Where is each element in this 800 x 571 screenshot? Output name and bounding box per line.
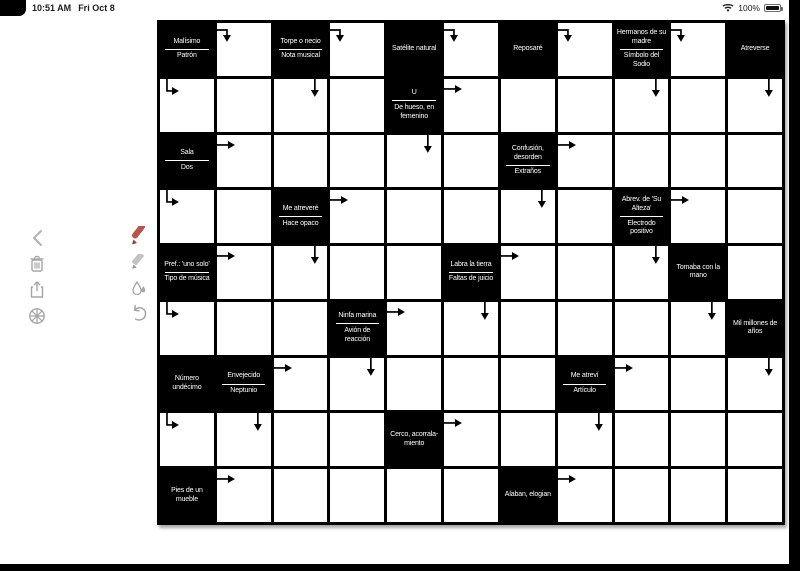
clue-text: Mil millones de años: [733, 319, 778, 336]
answer-cell[interactable]: [615, 358, 669, 411]
arrow-down-icon: [671, 302, 725, 355]
clue-text-bottom: Faltas de juicio: [448, 275, 494, 283]
answer-cell[interactable]: [671, 79, 725, 132]
clue-cell: [558, 358, 612, 411]
answer-cell[interactable]: [217, 79, 271, 132]
letterbox-bottom: [0, 564, 800, 571]
arrow-right-icon: [558, 135, 612, 188]
clue-text-bottom: Patrón: [177, 52, 197, 60]
arrow-down-icon: [558, 413, 612, 466]
arrow-bend-right-icon: [160, 413, 214, 466]
arrow-down-icon: [501, 190, 555, 243]
clue-text: Atreverse: [740, 45, 770, 52]
clue-text-bottom: Hace opaco: [282, 219, 319, 227]
arrow-bend-right-icon: [160, 190, 214, 243]
answer-cell[interactable]: [274, 358, 328, 411]
share-button[interactable]: [26, 280, 48, 299]
arrow-right-icon: [217, 246, 271, 299]
answer-cell[interactable]: [558, 135, 612, 188]
answer-cell[interactable]: [558, 413, 612, 466]
arrow-bend-down-icon: [444, 23, 498, 76]
answer-cell[interactable]: [558, 469, 612, 522]
answer-cell[interactable]: [444, 23, 498, 76]
clue-divider: [620, 216, 664, 217]
answer-cell[interactable]: [444, 190, 498, 243]
clue-text-top: U: [411, 89, 417, 97]
clue-cell: [728, 302, 782, 355]
arrow-right-icon: [387, 302, 441, 355]
clue-cell: [387, 413, 441, 466]
answer-cell[interactable]: [330, 469, 384, 522]
arrow-right-icon: [274, 358, 328, 411]
clue-text: Tomaba con la mano: [676, 263, 721, 280]
status-bar: [0, 0, 789, 16]
clue-cell: [330, 302, 384, 355]
battery-icon: [764, 4, 781, 12]
answer-cell[interactable]: [501, 246, 555, 299]
answer-cell[interactable]: [444, 135, 498, 188]
clue-cell: [387, 23, 441, 76]
answer-cell[interactable]: [217, 246, 271, 299]
clue-text-top: Abrev. de 'Su Alteza': [621, 196, 662, 212]
answer-cell[interactable]: [501, 79, 555, 132]
clue-text-bottom: Tipo de música: [164, 275, 210, 283]
clue-divider: [563, 384, 607, 385]
clue-divider: [279, 216, 323, 217]
photos-button[interactable]: [26, 306, 48, 325]
ink-drop-tool-button[interactable]: [128, 278, 150, 297]
answer-cell[interactable]: [387, 469, 441, 522]
battery-percent: 100%: [738, 3, 760, 13]
clue-cell: [274, 190, 328, 243]
clue-text-top: Malísimo: [173, 37, 201, 45]
arrow-right-icon: [330, 190, 384, 243]
clue-text: Pies de un mueble: [171, 486, 203, 503]
undo-button[interactable]: [128, 304, 150, 323]
answer-cell[interactable]: [217, 135, 271, 188]
clue-text-top: Sala: [180, 149, 194, 157]
clue-cell: [501, 23, 555, 76]
clue-cell: [160, 135, 214, 188]
answer-cell[interactable]: [387, 135, 441, 188]
arrow-right-icon: [671, 190, 725, 243]
answer-cell[interactable]: [160, 413, 214, 466]
answer-cell[interactable]: [217, 413, 271, 466]
answer-cell[interactable]: [217, 23, 271, 76]
clue-cell: [160, 358, 214, 411]
answer-cell[interactable]: [728, 413, 782, 466]
screen-corner-patch: [0, 0, 26, 16]
answer-cell[interactable]: [217, 190, 271, 243]
answer-cell[interactable]: [501, 413, 555, 466]
clue-cell: [274, 23, 328, 76]
clue-divider: [449, 272, 493, 273]
arrow-right-icon: [501, 246, 555, 299]
answer-cell[interactable]: [671, 23, 725, 76]
answer-cell[interactable]: [444, 79, 498, 132]
status-date: Fri Oct 8: [78, 3, 115, 13]
arrow-down-icon: [728, 358, 782, 411]
answer-cell[interactable]: [558, 190, 612, 243]
arrow-bend-right-icon: [160, 79, 214, 132]
left-toolbar: [26, 228, 48, 325]
answer-cell[interactable]: [671, 358, 725, 411]
answer-cell[interactable]: [615, 302, 669, 355]
clue-cell: [501, 135, 555, 188]
clue-cell: [160, 246, 214, 299]
arrow-down-icon: [615, 246, 669, 299]
answer-cell[interactable]: [160, 79, 214, 132]
clue-text-bottom: Neptunio: [230, 387, 258, 395]
clue-cell: [160, 469, 214, 522]
answer-cell[interactable]: [444, 469, 498, 522]
answer-cell[interactable]: [330, 135, 384, 188]
clue-divider: [506, 165, 550, 166]
clue-text-top: Pref.: 'uno solo': [164, 260, 210, 268]
clue-text-top: Me atreveré: [282, 204, 319, 212]
answer-cell[interactable]: [330, 413, 384, 466]
answer-cell[interactable]: [615, 469, 669, 522]
clue-cell: [387, 79, 441, 132]
letterbox-right: [789, 0, 800, 571]
clue-cell: [671, 246, 725, 299]
clue-cell: [615, 23, 669, 76]
arrow-bend-down-icon: [558, 23, 612, 76]
status-time: 10:51 AM: [32, 3, 72, 13]
clue-text: Cerco, acorrala- miento: [390, 431, 439, 447]
wifi-icon: [722, 0, 734, 17]
answer-cell[interactable]: [274, 302, 328, 355]
answer-cell[interactable]: [501, 302, 555, 355]
clue-cell: [615, 190, 669, 243]
answer-cell[interactable]: [615, 135, 669, 188]
answer-cell[interactable]: [387, 358, 441, 411]
answer-cell[interactable]: [671, 302, 725, 355]
arrow-bend-down-icon: [217, 23, 271, 76]
answer-cell[interactable]: [387, 302, 441, 355]
arrow-down-icon: [330, 358, 384, 411]
answer-cell[interactable]: [501, 358, 555, 411]
answer-cell[interactable]: [274, 469, 328, 522]
clue-text-bottom: Símbolo del Sodio: [623, 52, 660, 69]
arrow-down-icon: [274, 79, 328, 132]
clue-cell: [160, 23, 214, 76]
clue-text-bottom: Electrodo positivo: [627, 219, 656, 236]
clue-text: Alaban, elogian: [504, 491, 551, 499]
answer-cell[interactable]: [444, 413, 498, 466]
clue-divider: [620, 49, 664, 50]
answer-cell[interactable]: [274, 79, 328, 132]
answer-cell[interactable]: [387, 246, 441, 299]
clue-text-top: Labra la tierra: [450, 260, 492, 268]
arrow-right-icon: [217, 469, 271, 522]
answer-cell[interactable]: [728, 190, 782, 243]
answer-cell[interactable]: [558, 246, 612, 299]
clue-divider: [279, 49, 323, 50]
answer-cell[interactable]: [330, 23, 384, 76]
clue-cell: [501, 469, 555, 522]
clue-cell: [217, 358, 271, 411]
markup-toolbar: [128, 226, 150, 323]
clue-text-bottom: Avión de reacción: [344, 326, 371, 343]
answer-cell[interactable]: [728, 358, 782, 411]
marker-tool-button[interactable]: [128, 226, 150, 245]
answer-cell[interactable]: [444, 302, 498, 355]
arrow-down-icon: [615, 79, 669, 132]
clue-text-top: Ninfa marina: [338, 312, 377, 320]
answer-cell[interactable]: [558, 23, 612, 76]
answer-cell[interactable]: [444, 358, 498, 411]
arrow-down-icon: [728, 79, 782, 132]
answer-cell[interactable]: [274, 246, 328, 299]
answer-cell[interactable]: [330, 358, 384, 411]
crossword-grid: [157, 20, 785, 525]
answer-cell[interactable]: [160, 190, 214, 243]
answer-cell[interactable]: [671, 469, 725, 522]
clue-cell: [728, 23, 782, 76]
answer-cell[interactable]: [728, 469, 782, 522]
clue-text-bottom: Nota musical: [281, 52, 320, 60]
answer-cell[interactable]: [671, 413, 725, 466]
arrow-down-icon: [444, 302, 498, 355]
clue-text-bottom: Dos: [180, 163, 193, 171]
clue-text-top: Me atreví: [570, 372, 599, 380]
answer-cell[interactable]: [558, 79, 612, 132]
answer-cell[interactable]: [615, 413, 669, 466]
answer-cell[interactable]: [330, 79, 384, 132]
arrow-right-icon: [444, 79, 498, 132]
clue-divider: [165, 272, 209, 273]
arrow-bend-down-icon: [330, 23, 384, 76]
answer-cell[interactable]: [330, 190, 384, 243]
arrow-right-icon: [558, 469, 612, 522]
arrow-right-icon: [217, 135, 271, 188]
trash-button[interactable]: [26, 254, 48, 273]
answer-cell[interactable]: [330, 246, 384, 299]
clue-divider: [336, 323, 380, 324]
arrow-right-icon: [615, 358, 669, 411]
clue-text-top: Confusión, desorden: [511, 144, 544, 161]
arrow-down-icon: [217, 413, 271, 466]
clue-text: Satélite natural: [392, 45, 437, 52]
answer-cell[interactable]: [671, 190, 725, 243]
answer-cell[interactable]: [160, 302, 214, 355]
clue-text-top: Envejecido: [227, 372, 261, 380]
answer-cell[interactable]: [501, 190, 555, 243]
answer-cell[interactable]: [274, 135, 328, 188]
clue-divider: [165, 49, 209, 50]
clue-text-bottom: Extraños: [514, 168, 542, 176]
answer-cell[interactable]: [728, 135, 782, 188]
clue-text-bottom: De hueso, en femenino: [394, 103, 435, 120]
answer-cell[interactable]: [274, 413, 328, 466]
arrow-right-icon: [444, 413, 498, 466]
clue-divider: [165, 160, 209, 161]
arrow-down-icon: [387, 135, 441, 188]
clue-text: Reposaré: [513, 45, 543, 52]
clue-divider: [392, 100, 436, 101]
answer-cell[interactable]: [217, 302, 271, 355]
answer-cell[interactable]: [671, 135, 725, 188]
answer-cell[interactable]: [387, 190, 441, 243]
back-button[interactable]: [26, 228, 48, 247]
answer-cell[interactable]: [728, 79, 782, 132]
clue-text: Número undécimo: [172, 375, 202, 392]
answer-cell[interactable]: [615, 246, 669, 299]
answer-cell[interactable]: [615, 79, 669, 132]
arrow-down-icon: [274, 246, 328, 299]
answer-cell[interactable]: [217, 469, 271, 522]
clue-text-top: Hermanos de su madre: [616, 28, 667, 45]
eraser-tool-button[interactable]: [128, 252, 150, 271]
arrow-bend-right-icon: [160, 302, 214, 355]
answer-cell[interactable]: [728, 246, 782, 299]
clue-cell: [444, 246, 498, 299]
clue-text-bottom: Artículo: [573, 387, 596, 395]
clue-text-top: Torpe o necio: [280, 37, 321, 45]
answer-cell[interactable]: [558, 302, 612, 355]
arrow-bend-down-icon: [671, 23, 725, 76]
clue-divider: [222, 384, 266, 385]
